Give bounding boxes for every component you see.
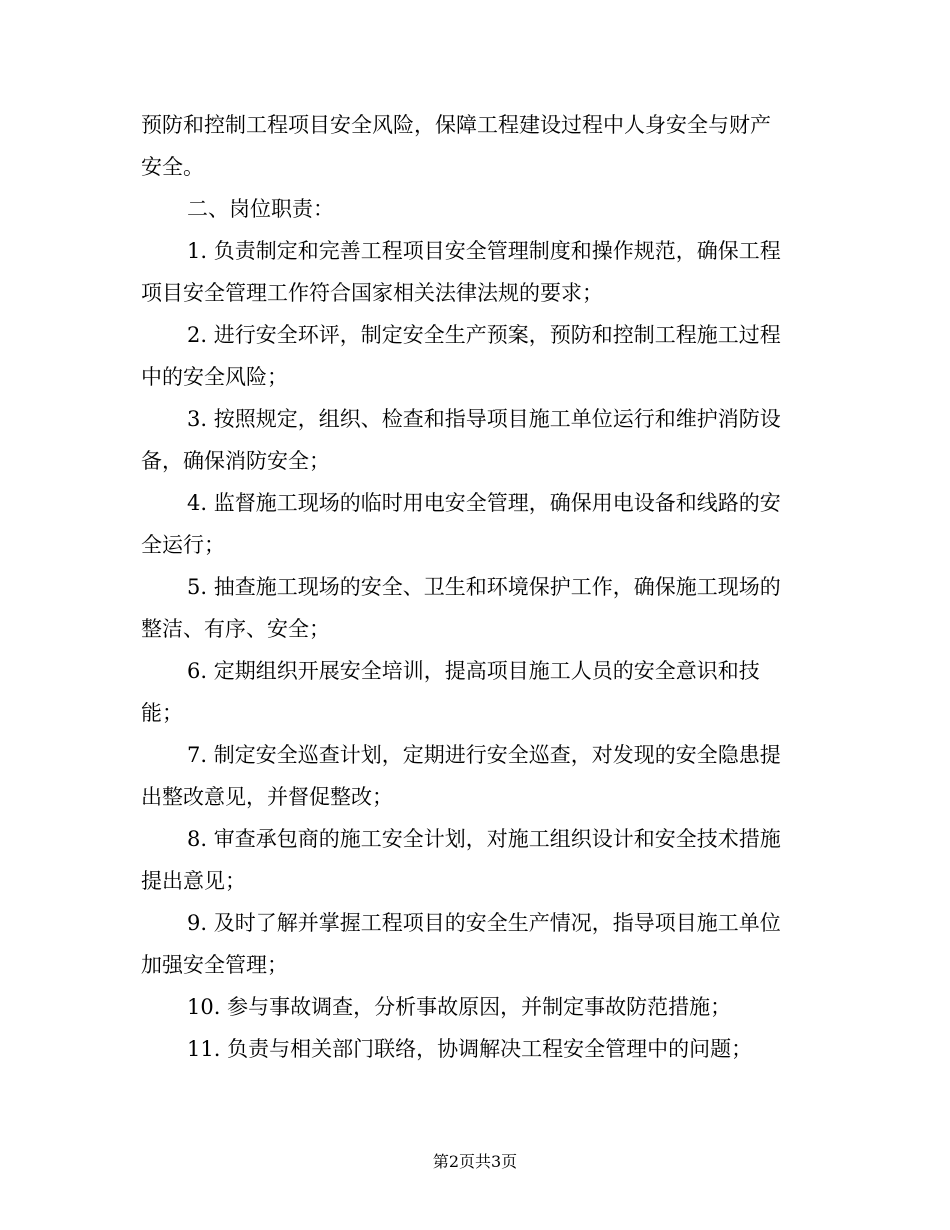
text-line: 8. 审查承包商的施工安全计划，对施工组织设计和安全技术措施 bbox=[187, 827, 781, 851]
text-line: 10. 参与事故调查，分析事故原因，并制定事故防范措施； bbox=[187, 995, 732, 1019]
text-line: 能； bbox=[141, 701, 183, 725]
text-line: 出整改意见，并督促整改； bbox=[141, 785, 393, 809]
text-line: 7. 制定安全巡查计划，定期进行安全巡查，对发现的安全隐患提 bbox=[187, 743, 781, 767]
text-line: 5. 抽查施工现场的安全、卫生和环境保护工作，确保施工现场的 bbox=[187, 575, 781, 599]
page-footer: 第2页共3页 bbox=[432, 1152, 518, 1171]
text-line: 项目安全管理工作符合国家相关法律法规的要求； bbox=[141, 281, 603, 305]
text-line: 安全。 bbox=[141, 155, 204, 179]
text-line: 3. 按照规定，组织、检查和指导项目施工单位运行和维护消防设 bbox=[187, 407, 781, 431]
text-line: 备，确保消防安全； bbox=[141, 449, 330, 473]
text-line: 2. 进行安全环评，制定安全生产预案，预防和控制工程施工过程 bbox=[187, 323, 781, 347]
text-line: 6. 定期组织开展安全培训，提高项目施工人员的安全意识和技 bbox=[187, 659, 760, 683]
text-line: 整洁、有序、安全； bbox=[141, 617, 330, 641]
text-line: 二、岗位职责： bbox=[187, 197, 334, 221]
text-line: 提出意见； bbox=[141, 869, 246, 893]
text-line: 4. 监督施工现场的临时用电安全管理，确保用电设备和线路的安 bbox=[187, 491, 781, 515]
document-body bbox=[141, 104, 813, 1070]
text-line: 中的安全风险； bbox=[141, 365, 288, 389]
text-line: 预防和控制工程项目安全风险，保障工程建设过程中人身安全与财产 bbox=[141, 113, 771, 137]
text-line: 全运行； bbox=[141, 533, 225, 557]
text-line: 11. 负责与相关部门联络，协调解决工程安全管理中的问题； bbox=[187, 1037, 753, 1061]
text-line: 9. 及时了解并掌握工程项目的安全生产情况，指导项目施工单位 bbox=[187, 911, 781, 935]
text-line: 1. 负责制定和完善工程项目安全管理制度和操作规范，确保工程 bbox=[187, 239, 781, 263]
text-line: 加强安全管理； bbox=[141, 953, 288, 977]
